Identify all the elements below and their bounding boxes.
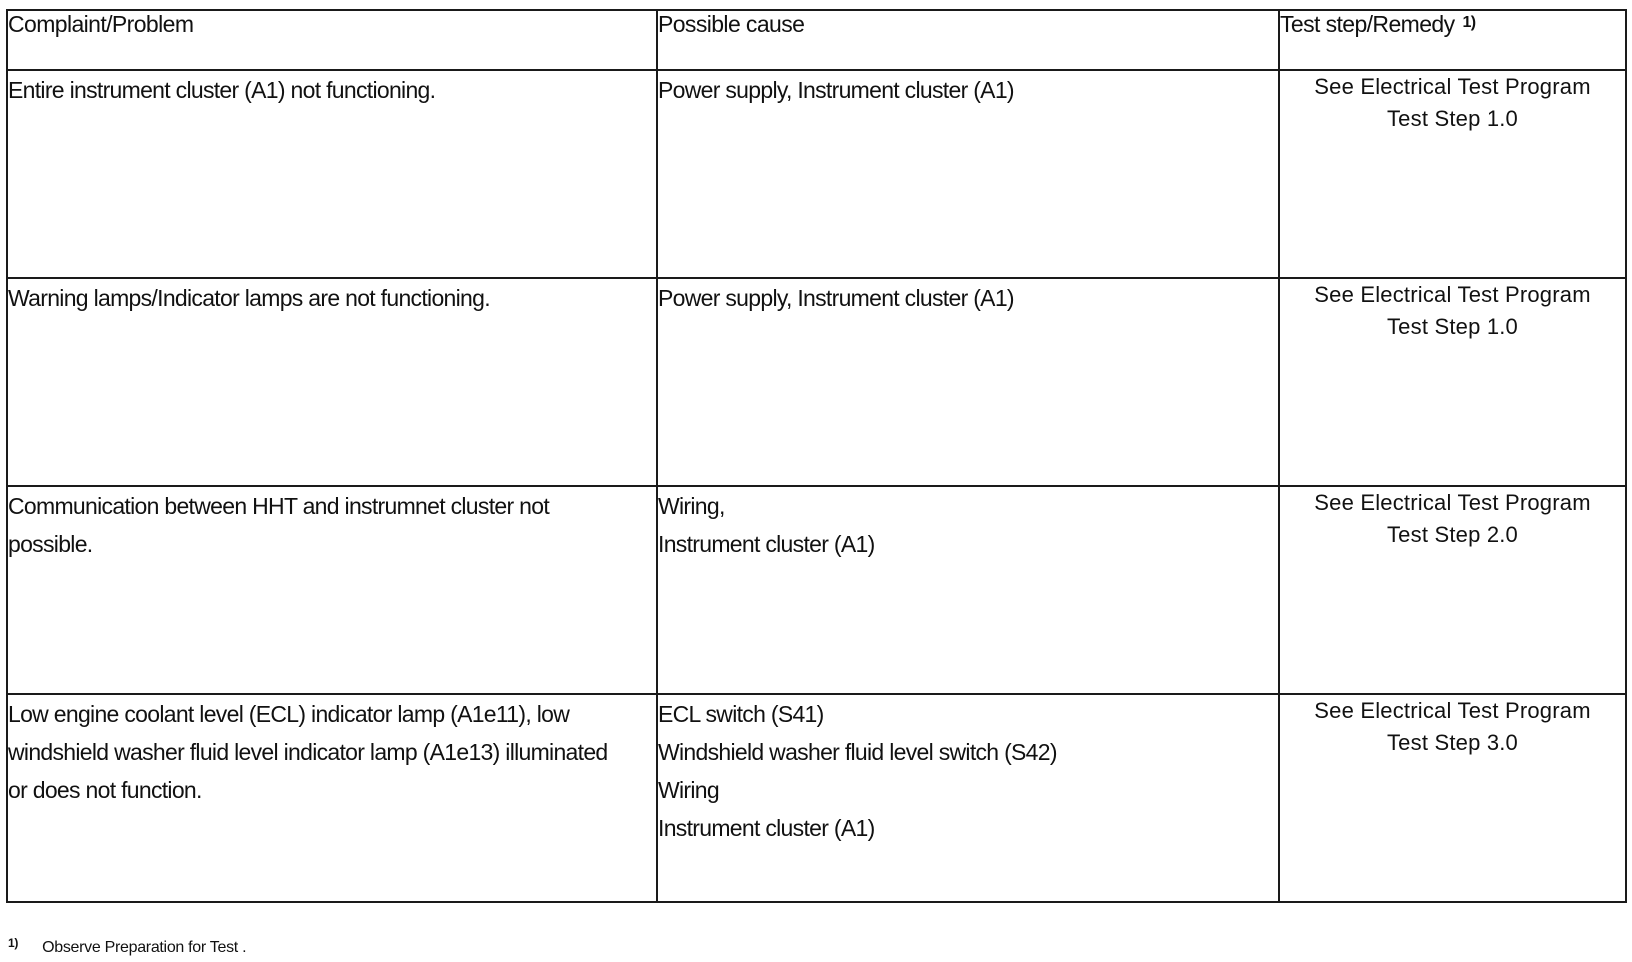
complaint-cell bbox=[7, 70, 657, 278]
cause-cell bbox=[657, 278, 1279, 486]
cause-line: Instrument cluster (A1) bbox=[658, 815, 875, 841]
remedy-cell bbox=[1279, 70, 1626, 278]
remedy-line-2: Test Step 2.0 bbox=[1386, 522, 1518, 547]
remedy-line-1: See Electrical Test Program bbox=[1314, 698, 1591, 723]
remedy-cell bbox=[1279, 486, 1626, 694]
cause-line: Power supply, Instrument cluster (A1) bbox=[658, 77, 1014, 103]
cause-line: Power supply, Instrument cluster (A1) bbox=[658, 285, 1014, 311]
header-cause bbox=[657, 10, 1279, 70]
cause-line: ECL switch (S41) bbox=[658, 701, 824, 727]
footnote bbox=[8, 936, 246, 957]
remedy-line-1: See Electrical Test Program bbox=[1314, 490, 1591, 515]
remedy-line-2: Test Step 1.0 bbox=[1386, 106, 1518, 131]
cause-line: Wiring, bbox=[658, 493, 725, 519]
header-remedy-footnote-mark: 1) bbox=[1462, 14, 1476, 31]
remedy-line-1: See Electrical Test Program bbox=[1314, 282, 1591, 307]
header-cause-label: Possible cause bbox=[658, 11, 805, 37]
complaint-cell bbox=[7, 278, 657, 486]
cause-cell bbox=[657, 694, 1279, 902]
complaint-text: Low engine coolant level (ECL) indicator lamp (A1e11), low windshield washer fluid level indicator lamp (A1e13) illuminated or does not function. bbox=[8, 701, 608, 803]
cause-cell bbox=[657, 486, 1279, 694]
header-complaint-label: Complaint/Problem bbox=[8, 11, 194, 37]
remedy-cell bbox=[1279, 278, 1626, 486]
table-row bbox=[7, 70, 1626, 278]
complaint-text: Communication between HHT and instrumnet cluster not possible. bbox=[8, 493, 550, 557]
cause-line: Windshield washer fluid level switch (S42) bbox=[658, 739, 1057, 765]
complaint-text: Warning lamps/Indicator lamps are not functioning. bbox=[8, 285, 490, 311]
footnote-text: Observe Preparation for Test . bbox=[42, 939, 247, 956]
table-row bbox=[7, 694, 1626, 902]
table-header-row bbox=[7, 10, 1626, 70]
header-remedy bbox=[1279, 10, 1626, 70]
complaint-cell bbox=[7, 486, 657, 694]
remedy-line-2: Test Step 1.0 bbox=[1386, 314, 1518, 339]
table-row bbox=[7, 278, 1626, 486]
header-remedy-label: Test step/Remedy bbox=[1280, 11, 1455, 37]
remedy-line-2: Test Step 3.0 bbox=[1386, 730, 1518, 755]
table-row bbox=[7, 486, 1626, 694]
cause-line: Wiring bbox=[658, 777, 719, 803]
header-complaint bbox=[7, 10, 657, 70]
remedy-cell bbox=[1279, 694, 1626, 902]
cause-cell bbox=[657, 70, 1279, 278]
complaint-cell bbox=[7, 694, 657, 902]
cause-line: Instrument cluster (A1) bbox=[658, 531, 875, 557]
remedy-line-1: See Electrical Test Program bbox=[1314, 74, 1591, 99]
complaint-text: Entire instrument cluster (A1) not functioning. bbox=[8, 77, 436, 103]
troubleshooting-table bbox=[6, 9, 1627, 903]
footnote-mark: 1) bbox=[8, 936, 19, 950]
